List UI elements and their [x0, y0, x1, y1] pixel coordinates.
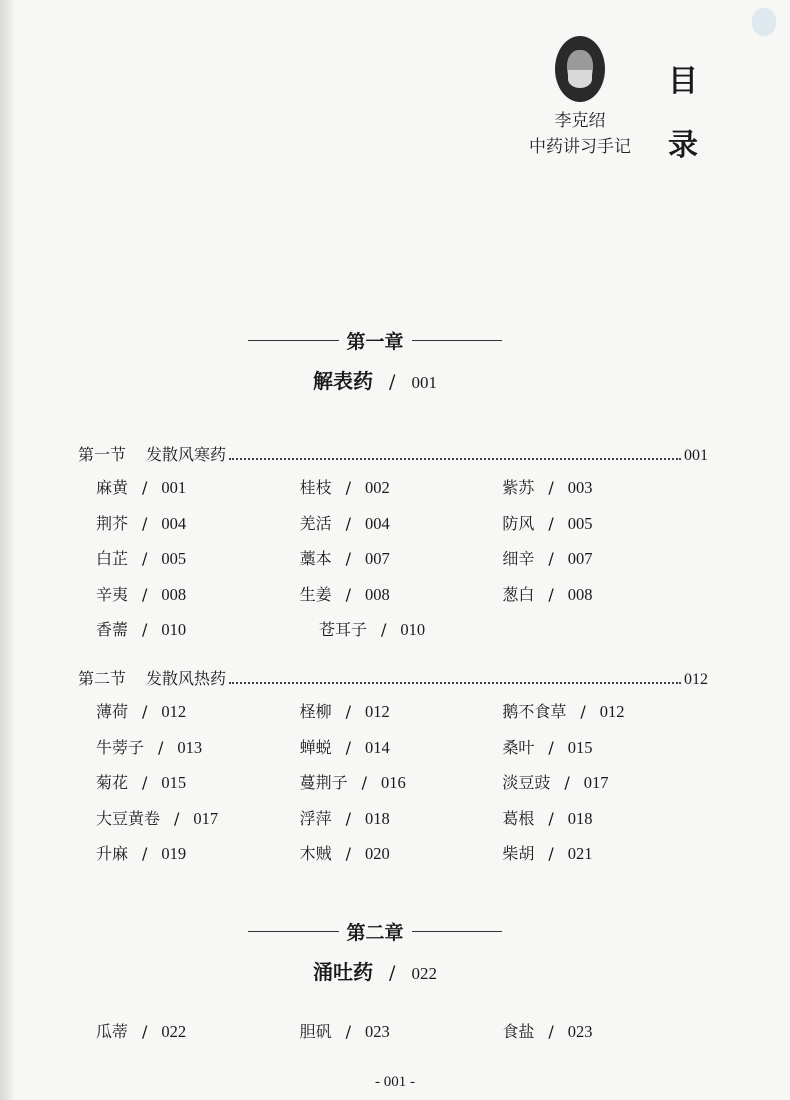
- entry-page: 020: [365, 844, 390, 864]
- entry-separator: /: [142, 620, 148, 640]
- toc-entry[interactable]: [96, 806, 300, 829]
- toc-entry[interactable]: [96, 511, 300, 534]
- entry-name: 羌活: [299, 513, 332, 533]
- entry-separator: /: [548, 1022, 554, 1042]
- entry-separator: /: [548, 737, 554, 757]
- entry-row: [96, 540, 706, 576]
- chapter-label: 第二章: [346, 922, 404, 944]
- entry-name: 紫苏: [502, 478, 535, 498]
- entry-page: 021: [567, 844, 593, 864]
- section-line[interactable]: [78, 442, 708, 465]
- entry-page: 003: [567, 478, 593, 498]
- entry-separator: /: [345, 478, 352, 498]
- chapter-separator: /: [389, 371, 396, 393]
- entry-separator: /: [345, 844, 352, 864]
- entry-page: 002: [365, 478, 390, 498]
- entry-page: 005: [567, 513, 593, 533]
- entry-page: 014: [365, 737, 390, 757]
- toc-entry[interactable]: [96, 735, 300, 758]
- entry-page: 005: [161, 549, 187, 569]
- entry-name: 菊花: [96, 773, 129, 793]
- toc-entry[interactable]: [96, 582, 300, 605]
- entry-separator: /: [142, 702, 148, 722]
- toc-entry[interactable]: [502, 770, 706, 793]
- entry-separator: /: [174, 808, 180, 828]
- author-name: 李克绍: [554, 111, 606, 131]
- entry-page: 018: [567, 808, 593, 828]
- entry-separator: /: [345, 584, 352, 604]
- entry-separator: /: [345, 808, 352, 828]
- entry-separator: /: [548, 844, 554, 864]
- chapter-name: 涌吐药: [313, 960, 373, 984]
- page-gutter-shadow: [0, 0, 16, 1100]
- entry-name: 鹅不食草: [502, 702, 567, 722]
- entry-separator: /: [345, 513, 352, 533]
- author-portrait: [555, 36, 605, 102]
- entry-separator: /: [548, 808, 554, 828]
- entry-name: 薄荷: [96, 702, 129, 722]
- entry-name: 苍耳子: [319, 620, 368, 640]
- toc-entry[interactable]: [300, 770, 503, 793]
- toc-entry[interactable]: [96, 699, 300, 722]
- toc-entry[interactable]: [96, 1019, 300, 1042]
- leader-dots: [229, 682, 681, 684]
- entry-name: 荆芥: [96, 513, 129, 533]
- toc-entry[interactable]: [502, 735, 706, 758]
- entry-row: [96, 800, 706, 836]
- leader-dots: [229, 458, 681, 460]
- section-page: 001: [684, 447, 708, 464]
- entry-page: 008: [567, 584, 593, 604]
- toc-entry[interactable]: [502, 841, 706, 864]
- toc-entry[interactable]: [96, 770, 300, 793]
- entry-page: 023: [567, 1022, 593, 1042]
- toc-entry[interactable]: [300, 582, 503, 605]
- entry-separator: /: [142, 584, 148, 604]
- entry-page: 012: [365, 702, 390, 722]
- toc-entry[interactable]: [319, 617, 541, 640]
- entry-row: [96, 764, 706, 800]
- entry-name: 胆矾: [299, 1022, 332, 1042]
- entry-name: 麻黄: [96, 478, 129, 498]
- entry-row: [96, 729, 706, 765]
- entry-page: 015: [567, 737, 593, 757]
- entry-page: 019: [161, 844, 187, 864]
- entry-separator: /: [580, 702, 586, 722]
- entry-page: 010: [400, 620, 426, 640]
- entry-separator: /: [548, 549, 554, 569]
- entry-name: 桂枝: [299, 478, 332, 498]
- entry-page: 007: [365, 549, 390, 569]
- entry-page: 004: [161, 513, 187, 533]
- section-name: 发散风寒药: [146, 445, 227, 464]
- entry-name: 生姜: [299, 584, 332, 604]
- toc-entry[interactable]: [96, 617, 319, 640]
- chapter-page: 001: [411, 373, 437, 392]
- entry-name: 食盐: [502, 1022, 535, 1042]
- entry-page: 017: [193, 808, 219, 828]
- toc-entry[interactable]: [300, 699, 503, 722]
- entry-page: 008: [365, 584, 390, 604]
- entry-name: 防风: [502, 513, 535, 533]
- entry-separator: /: [142, 1022, 148, 1042]
- entry-row: [96, 469, 706, 505]
- toc-entry[interactable]: [300, 841, 503, 864]
- entry-separator: /: [142, 478, 148, 498]
- entry-name: 柽柳: [299, 702, 332, 722]
- entry-name: 细辛: [502, 549, 535, 569]
- section-page: 012: [684, 671, 708, 688]
- toc-title: [663, 50, 703, 178]
- entry-name: 柴胡: [502, 844, 535, 864]
- entry-name: 升麻: [96, 844, 129, 864]
- entry-separator: /: [142, 549, 148, 569]
- book-title: 中药讲习手记: [529, 137, 631, 157]
- toc-entry[interactable]: [502, 582, 706, 605]
- chapter-heading: [240, 918, 510, 945]
- toc-entry[interactable]: [502, 475, 706, 498]
- entry-separator: /: [548, 584, 554, 604]
- entry-name: 蝉蜕: [299, 737, 332, 757]
- toc-entry[interactable]: [502, 546, 706, 569]
- entry-page: 015: [161, 773, 187, 793]
- entry-separator: /: [345, 702, 352, 722]
- entry-name: 淡豆豉: [502, 773, 551, 793]
- chapter-heading: [240, 327, 510, 354]
- entry-separator: /: [345, 549, 352, 569]
- entry-row: [96, 611, 706, 647]
- chapter-page: 022: [411, 964, 437, 983]
- toc-entry[interactable]: [300, 806, 503, 829]
- entry-page: 007: [567, 549, 593, 569]
- chapter-title[interactable]: [240, 956, 510, 985]
- entry-name: 白芷: [96, 549, 129, 569]
- entry-row: [96, 835, 706, 871]
- entry-page: 023: [365, 1022, 390, 1042]
- entry-row: [96, 576, 706, 612]
- entry-page: 010: [161, 620, 187, 640]
- chapter-label: 第一章: [346, 331, 404, 353]
- entry-name: 蔓荆子: [299, 773, 348, 793]
- chapter-separator: /: [389, 962, 396, 984]
- entry-name: 桑叶: [502, 737, 535, 757]
- toc-entry[interactable]: [300, 1019, 503, 1042]
- entry-page: 018: [365, 808, 390, 828]
- section-name: 发散风热药: [146, 669, 227, 688]
- toc-entry[interactable]: [502, 1019, 706, 1042]
- entry-separator: /: [361, 773, 368, 793]
- entry-separator: /: [142, 513, 148, 533]
- toc-entry[interactable]: [300, 735, 503, 758]
- page-number: - 001 -: [375, 1074, 415, 1090]
- section-line[interactable]: [78, 666, 708, 689]
- entry-name: 瓜蒂: [96, 1022, 129, 1042]
- toc-entry[interactable]: [300, 511, 503, 534]
- entry-separator: /: [381, 620, 387, 640]
- entry-page: 012: [599, 702, 625, 722]
- entry-grid: [96, 1013, 706, 1049]
- entry-name: 葛根: [502, 808, 535, 828]
- entry-separator: /: [548, 478, 554, 498]
- toc-title-char: 录: [668, 128, 698, 163]
- entry-separator: /: [158, 737, 164, 757]
- toc-title-char: 目: [668, 64, 698, 99]
- entry-name: 大豆黄卷: [96, 808, 161, 828]
- entry-row: [96, 1013, 706, 1049]
- section-number: 第一节: [78, 445, 127, 464]
- entry-grid: [96, 469, 706, 647]
- toc-entry[interactable]: [502, 511, 706, 534]
- entry-name: 辛夷: [96, 584, 129, 604]
- toc-entry[interactable]: [300, 475, 503, 498]
- entry-page: 004: [365, 513, 390, 533]
- toc-entry[interactable]: [502, 806, 706, 829]
- toc-entry[interactable]: [96, 841, 300, 864]
- entry-row: [96, 505, 706, 541]
- chapter-title[interactable]: [240, 365, 510, 394]
- corner-mark: [752, 8, 776, 36]
- toc-entry[interactable]: [300, 546, 503, 569]
- entry-separator: /: [142, 844, 148, 864]
- entry-page: 001: [161, 478, 187, 498]
- chapter-name: 解表药: [313, 369, 373, 393]
- entry-separator: /: [548, 513, 554, 533]
- toc-entry[interactable]: [96, 546, 300, 569]
- entry-grid: [96, 693, 706, 871]
- entry-page: 016: [381, 773, 406, 793]
- entry-name: 牛蒡子: [96, 737, 145, 757]
- entry-name: 香薷: [96, 620, 129, 640]
- entry-separator: /: [142, 773, 148, 793]
- entry-row: [96, 693, 706, 729]
- entry-separator: /: [345, 1022, 352, 1042]
- entry-page: 013: [177, 737, 203, 757]
- entry-page: 008: [161, 584, 187, 604]
- section-number: 第二节: [78, 669, 127, 688]
- entry-page: 012: [161, 702, 187, 722]
- entry-page: 022: [161, 1022, 187, 1042]
- author-block: [520, 108, 640, 160]
- entry-separator: /: [345, 737, 352, 757]
- entry-page: 017: [583, 773, 609, 793]
- entry-name: 藁本: [299, 549, 332, 569]
- entry-name: 葱白: [502, 584, 535, 604]
- toc-entry[interactable]: [96, 475, 300, 498]
- entry-name: 浮萍: [299, 808, 332, 828]
- entry-separator: /: [564, 773, 570, 793]
- toc-entry[interactable]: [502, 699, 706, 722]
- entry-name: 木贼: [299, 844, 332, 864]
